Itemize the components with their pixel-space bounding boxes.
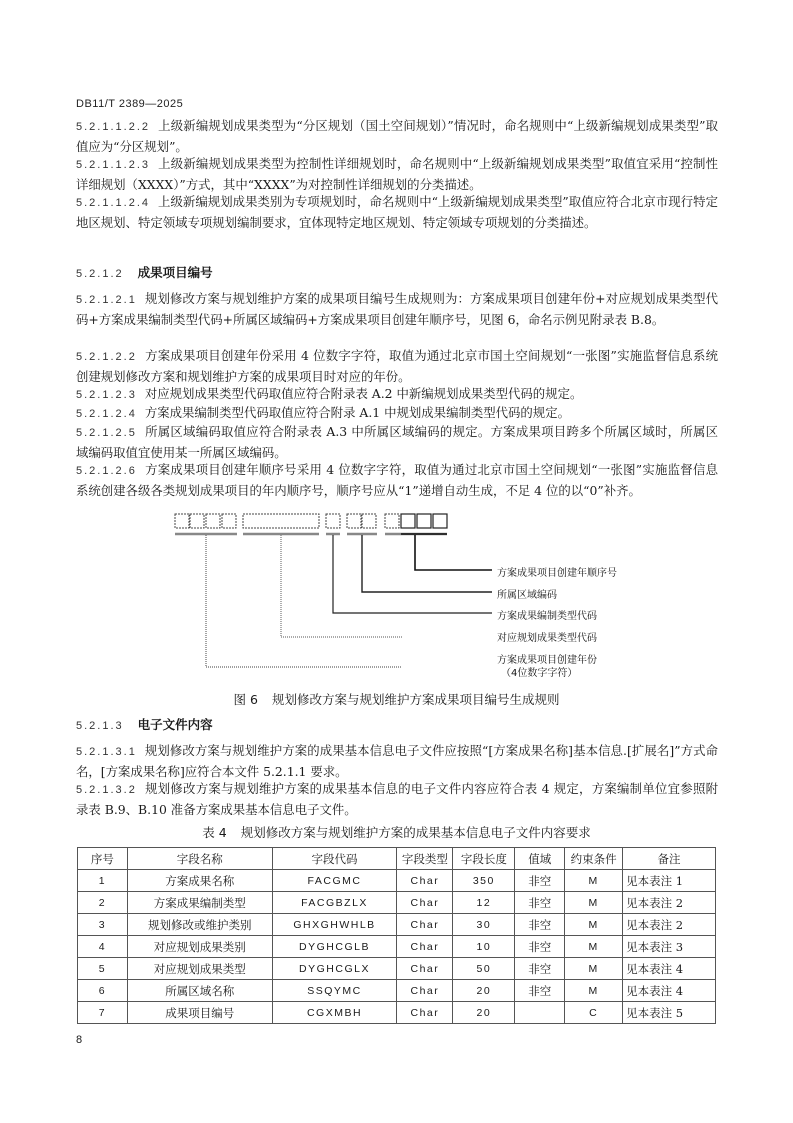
plan-type-code-box: [243, 514, 319, 528]
cell-field-code: CGXMBH: [272, 1002, 397, 1024]
clause-number: 5.2.1.3.2: [76, 784, 137, 796]
cell-index: 3: [78, 914, 128, 936]
section-number: 5.2.1.3: [76, 720, 124, 732]
cell-value-domain: [515, 1002, 565, 1024]
table-row: [78, 870, 716, 892]
plan-type-leader: [281, 535, 402, 637]
section-title: 电子文件内容: [137, 717, 213, 732]
table-title: 规划修改方案与规划维护方案的成果基本信息电子文件内容要求: [240, 825, 591, 840]
cell-constraint: M: [565, 980, 623, 1002]
clause-number: 5.2.1.1.2.3: [76, 159, 150, 171]
cell-index: 5: [78, 958, 128, 980]
figure-number: 图 6: [233, 692, 258, 707]
clause-5-2-1-1-2-2: [76, 116, 718, 156]
cell-field-name: 所属区域名称: [127, 980, 272, 1002]
clause-text: 方案成果编制类型代码取值应符合附录 A.1 中规划成果编制类型代码的规定。: [144, 405, 570, 420]
clause-5-2-1-2-2: [76, 346, 718, 386]
sequence-leader: [415, 535, 492, 570]
region-code-box: [362, 514, 376, 528]
clause-number: 5.2.1.2.4: [76, 408, 137, 420]
cell-field-code: SSQYMC: [272, 980, 397, 1002]
clause-number: 5.2.1.2.3: [76, 389, 137, 401]
sequence-digit-box: [433, 514, 447, 528]
clause-5-2-1-3-1: [76, 741, 718, 781]
table-row: [78, 980, 716, 1002]
clause-text: 上级新编规划成果类别为专项规划时，命名规则中“上级新编规划成果类型”取值应符合北京市现行特定地区规划、特定领域专项规划编制要求，宜体现特定地区规划、特定领域专项规划的分类描述。: [76, 194, 718, 230]
col-header-value-domain: 值域: [515, 848, 565, 870]
clause-text: 方案成果项目创建年顺序号采用 4 位数字字符，取值为通过北京市国土空间规划“一张图”实施监督信息系统创建各级各类规划成果项目的年内顺序号，顺序号应从“1”递增自动生成，不足 4 位的以“0”补齐。: [76, 462, 718, 498]
cell-field-type: Char: [397, 914, 453, 936]
clause-text: 规划修改方案与规划维护方案的成果基本信息电子文件应按照“[方案成果名称]基本信息.[扩展名]”方式命名，[方案成果名称]应符合本文件 5.2.1.1 要求。: [76, 743, 718, 779]
year-leader: [206, 535, 402, 667]
cell-constraint: C: [565, 1002, 623, 1024]
cell-constraint: M: [565, 870, 623, 892]
col-header-index: 序号: [78, 848, 128, 870]
cell-field-name: 规划修改或维护类别: [127, 914, 272, 936]
region-code-box: [347, 514, 361, 528]
cell-field-type: Char: [397, 870, 453, 892]
table-4-caption: [0, 823, 793, 841]
col-header-field-name: 字段名称: [127, 848, 272, 870]
cell-field-name: 对应规划成果类别: [127, 936, 272, 958]
clause-number: 5.2.1.2.2: [76, 351, 137, 363]
cell-index: 1: [78, 870, 128, 892]
label-plan-type-code: 对应规划成果类型代码: [497, 633, 597, 644]
cell-field-code: DYGHCGLB: [272, 936, 397, 958]
clause-text: 上级新编规划成果类型为“分区规划（国土空间规划）”情况时，命名规则中“上级新编规划成果类型”取值应为“分区规划”。: [76, 118, 718, 154]
clause-number: 5.2.1.2.1: [76, 294, 137, 306]
sequence-digit-box: [385, 514, 399, 528]
cell-field-name: 方案成果编制类型: [127, 892, 272, 914]
label-sequence-number: 方案成果项目创建年顺序号: [497, 568, 617, 579]
cell-field-type: Char: [397, 936, 453, 958]
label-creation-year-note: （4位数字字符）: [501, 668, 578, 679]
table-row: [78, 936, 716, 958]
year-digit-box: [206, 514, 220, 528]
clause-text: 对应规划成果类型代码取值应符合附录表 A.2 中新编规划成果类型代码的规定。: [144, 386, 583, 401]
cell-field-length: 12: [453, 892, 515, 914]
cell-field-name: 方案成果名称: [127, 870, 272, 892]
cell-field-name: 成果项目编号: [127, 1002, 272, 1024]
table-header-row: [78, 848, 716, 870]
page-number: 8: [76, 1034, 83, 1046]
cell-remarks: 见本表注 1: [623, 870, 716, 892]
cell-index: 4: [78, 936, 128, 958]
cell-field-length: 10: [453, 936, 515, 958]
cell-field-length: 350: [453, 870, 515, 892]
year-digit-box: [190, 514, 204, 528]
col-header-field-code: 字段代码: [272, 848, 397, 870]
cell-index: 7: [78, 1002, 128, 1024]
cell-constraint: M: [565, 936, 623, 958]
figure-6-caption: [0, 690, 793, 708]
cell-value-domain: 非空: [515, 936, 565, 958]
sequence-digit-box: [417, 514, 431, 528]
year-digit-box: [175, 514, 189, 528]
cell-field-type: Char: [397, 980, 453, 1002]
cell-value-domain: 非空: [515, 870, 565, 892]
compile-type-leader: [333, 535, 492, 613]
cell-field-type: Char: [397, 892, 453, 914]
section-number: 5.2.1.2: [76, 268, 124, 280]
cell-constraint: M: [565, 914, 623, 936]
cell-remarks: 见本表注 5: [623, 1002, 716, 1024]
table-row: [78, 892, 716, 914]
col-header-remarks: 备注: [623, 848, 716, 870]
year-digit-box: [222, 514, 236, 528]
sequence-digit-box: [401, 514, 415, 528]
label-region-code: 所属区域编码: [497, 590, 557, 601]
table-number: 表 4: [202, 825, 227, 840]
cell-value-domain: 非空: [515, 892, 565, 914]
cell-value-domain: 非空: [515, 980, 565, 1002]
clause-text: 所属区域编码取值应符合附录表 A.3 中所属区域编码的规定。方案成果项目跨多个所属区域时，所属区域编码取值宜使用某一所属区域编码。: [76, 424, 718, 460]
cell-field-length: 20: [453, 980, 515, 1002]
clause-text: 规划修改方案与规划维护方案的成果项目编号生成规则为：方案成果项目创建年份+对应规划成果类型代码+方案成果编制类型代码+所属区域编码+方案成果项目创建年顺序号，见图 6，命名示例见附录表 B.8。: [76, 291, 718, 327]
cell-remarks: 见本表注 4: [623, 958, 716, 980]
cell-field-code: GHXGHWHLB: [272, 914, 397, 936]
clause-text: 方案成果项目创建年份采用 4 位数字字符，取值为通过北京市国土空间规划“一张图”实施监督信息系统创建规划修改方案和规划维护方案的成果项目时对应的年份。: [76, 348, 718, 384]
clause-text: 规划修改方案与规划维护方案的成果基本信息的电子文件内容应符合表 4 规定，方案编制单位宜参照附录表 B.9、B.10 准备方案成果基本信息电子文件。: [76, 781, 718, 817]
table-row: [78, 1002, 716, 1024]
cell-field-type: Char: [397, 958, 453, 980]
clause-number: 5.2.1.2.6: [76, 465, 137, 477]
clause-text: 上级新编规划成果类型为控制性详细规划时，命名规则中“上级新编规划成果类型”取值宜采用“控制性详细规划（XXXX）”方式，其中“XXXX”为对控制性详细规划的分类描述。: [76, 156, 718, 192]
cell-field-code: FACGMC: [272, 870, 397, 892]
clause-5-2-1-1-2-3: [76, 154, 718, 194]
cell-index: 6: [78, 980, 128, 1002]
clause-number: 5.2.1.1.2.4: [76, 197, 150, 209]
cell-field-code: DYGHCGLX: [272, 958, 397, 980]
clause-5-2-1-2-6: [76, 460, 718, 500]
table-row: [78, 958, 716, 980]
cell-value-domain: 非空: [515, 914, 565, 936]
section-heading-5-2-1-3: [76, 715, 213, 733]
cell-field-type: Char: [397, 1002, 453, 1024]
label-compile-type-code: 方案成果编制类型代码: [497, 611, 597, 622]
col-header-field-length: 字段长度: [453, 848, 515, 870]
section-title: 成果项目编号: [137, 265, 213, 280]
cell-field-name: 对应规划成果类型: [127, 958, 272, 980]
cell-constraint: M: [565, 958, 623, 980]
region-leader: [362, 535, 492, 592]
clause-number: 5.2.1.1.2.2: [76, 121, 150, 133]
table-row: [78, 914, 716, 936]
clause-number: 5.2.1.2.5: [76, 427, 137, 439]
clause-number: 5.2.1.3.1: [76, 746, 137, 758]
clause-5-2-1-2-4: [76, 403, 718, 424]
compile-type-code-box: [326, 514, 340, 528]
cell-field-length: 50: [453, 958, 515, 980]
table-4: [77, 847, 716, 1024]
cell-value-domain: 非空: [515, 958, 565, 980]
document-code: DB11/T 2389—2025: [76, 98, 184, 110]
cell-remarks: 见本表注 2: [623, 892, 716, 914]
clause-5-2-1-2-1: [76, 289, 718, 329]
cell-remarks: 见本表注 2: [623, 914, 716, 936]
col-header-field-type: 字段类型: [397, 848, 453, 870]
clause-5-2-1-1-2-4: [76, 192, 718, 232]
figure-title: 规划修改方案与规划维护方案成果项目编号生成规则: [271, 692, 560, 707]
cell-remarks: 见本表注 4: [623, 980, 716, 1002]
clause-5-2-1-3-2: [76, 779, 718, 819]
cell-field-code: FACGBZLX: [272, 892, 397, 914]
cell-index: 2: [78, 892, 128, 914]
clause-5-2-1-2-5: [76, 422, 718, 462]
cell-field-length: 20: [453, 1002, 515, 1024]
clause-5-2-1-2-3: [76, 384, 718, 405]
col-header-constraint: 约束条件: [565, 848, 623, 870]
label-creation-year: 方案成果项目创建年份: [497, 655, 597, 666]
cell-field-length: 30: [453, 914, 515, 936]
cell-constraint: M: [565, 892, 623, 914]
cell-remarks: 见本表注 3: [623, 936, 716, 958]
section-heading-5-2-1-2: [76, 263, 213, 281]
